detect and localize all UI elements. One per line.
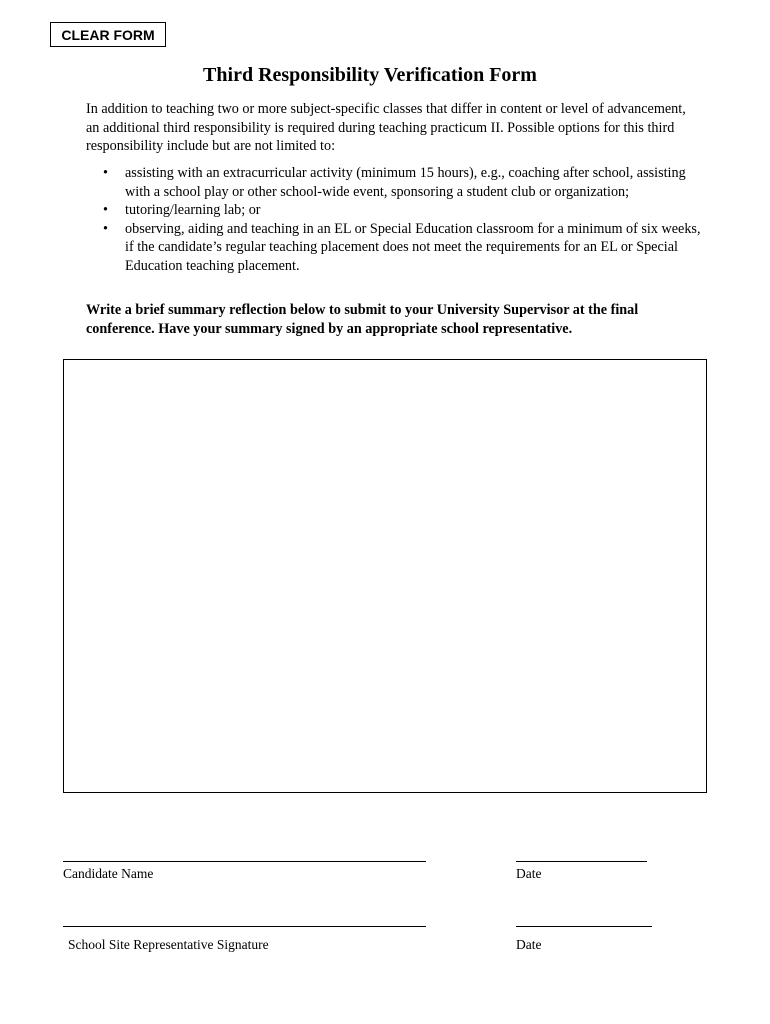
representative-signature-label: School Site Representative Signature xyxy=(68,937,269,952)
candidate-name-line[interactable] xyxy=(63,861,426,862)
summary-reflection-field[interactable] xyxy=(63,359,707,793)
instruction-text: Write a brief summary reflection below to submit to your University Supervisor at the final conference. Have your summary signed by an appropriate school representative. xyxy=(86,302,639,337)
representative-date-label: Date xyxy=(516,937,542,952)
clear-form-button[interactable]: CLEAR FORM xyxy=(50,22,166,47)
bullet-icon: • xyxy=(103,165,108,181)
options-list xyxy=(86,164,706,275)
list-item xyxy=(86,201,706,220)
representative-date-line[interactable] xyxy=(516,926,652,927)
candidate-date-label: Date xyxy=(516,866,542,881)
candidate-name-label: Candidate Name xyxy=(63,866,154,881)
form-title: Third Responsibility Verification Form xyxy=(203,64,537,86)
list-item xyxy=(86,220,706,276)
intro-paragraph: In addition to teaching two or more subject-specific classes that differ in content or level of advancement, an additional third responsibility is required during teaching practicum II. Possible options for this third responsibility include but are not limited to: xyxy=(86,101,686,154)
option-text: tutoring/learning lab; or xyxy=(125,202,261,218)
representative-signature-line[interactable] xyxy=(63,926,426,927)
list-item xyxy=(86,164,706,201)
option-text: assisting with an extracurricular activity (minimum 15 hours), e.g., coaching after school, assisting with a school play or other school-wide event, sponsoring a student club or organization; xyxy=(125,165,686,200)
bullet-icon: • xyxy=(103,202,108,218)
bullet-icon: • xyxy=(103,220,108,237)
candidate-date-line[interactable] xyxy=(516,861,647,862)
option-text: observing, aiding and teaching in an EL or Special Education classroom for a minimum of six weeks, if the candidate’s regular teaching placement does not meet the requirements for an EL or Special Education teaching placement. xyxy=(125,220,701,274)
